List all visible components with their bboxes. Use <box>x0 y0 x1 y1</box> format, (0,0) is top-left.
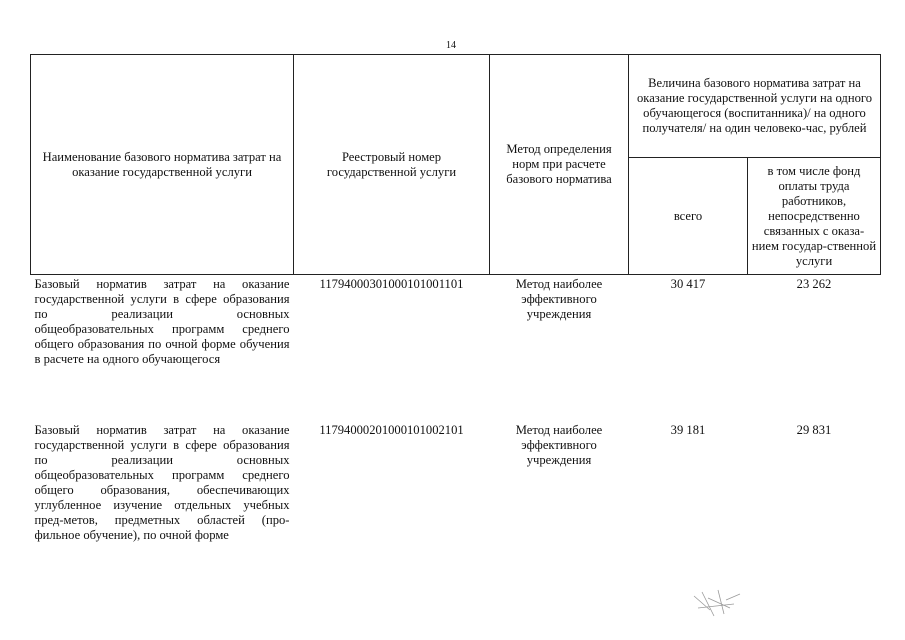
header-method: Метод определения норм при расчете базового норматива <box>490 55 629 275</box>
row-method: Метод наиболее эффективного учреждения <box>515 423 603 467</box>
header-value-group: Величина базового норматива затрат на оказание государственной услуги на одного обучающегося (воспитанника)/ на одного получателя/ на один человеко-час, рублей <box>629 55 881 158</box>
norms-table <box>30 54 881 595</box>
row-fund: 29 831 <box>796 423 832 437</box>
header-registry: Реестровый номер государственной услуги <box>294 55 490 275</box>
table-row <box>31 275 881 400</box>
row-registry: 11794000201000101002101 <box>319 423 464 437</box>
table-row <box>31 399 881 595</box>
header-name: Наименование базового норматива затрат на оказание государственной услуги <box>31 55 294 275</box>
row-fund: 23 262 <box>796 277 832 291</box>
row-total: 39 181 <box>670 423 706 437</box>
row-total: 30 417 <box>670 277 706 291</box>
row-name: Базовый норматив затрат на оказание государственной услуги в сфере образования по реализации основных общеобразовательных программ среднего общего образования, обеспечивающих углубленное изучение отдельных учебных пред-метов, предметных областей (про-фильное обучение), по очной форме <box>34 423 290 542</box>
row-method: Метод наиболее эффективного учреждения <box>515 277 603 321</box>
signature-mark <box>690 586 744 622</box>
page-number: 14 <box>446 40 456 51</box>
row-registry: 11794000301000101001101 <box>319 277 464 291</box>
row-name: Базовый норматив затрат на оказание государственной услуги в сфере образования по реализации основных общеобразовательных программ среднего общего образования по очной форме обучения в расчете на одного обучающегося <box>34 277 290 366</box>
header-fund: в том числе фонд оплаты труда работников, непосредственно связанных с оказа-нием государ-ственной услуги <box>748 158 881 275</box>
header-total: всего <box>629 158 748 275</box>
